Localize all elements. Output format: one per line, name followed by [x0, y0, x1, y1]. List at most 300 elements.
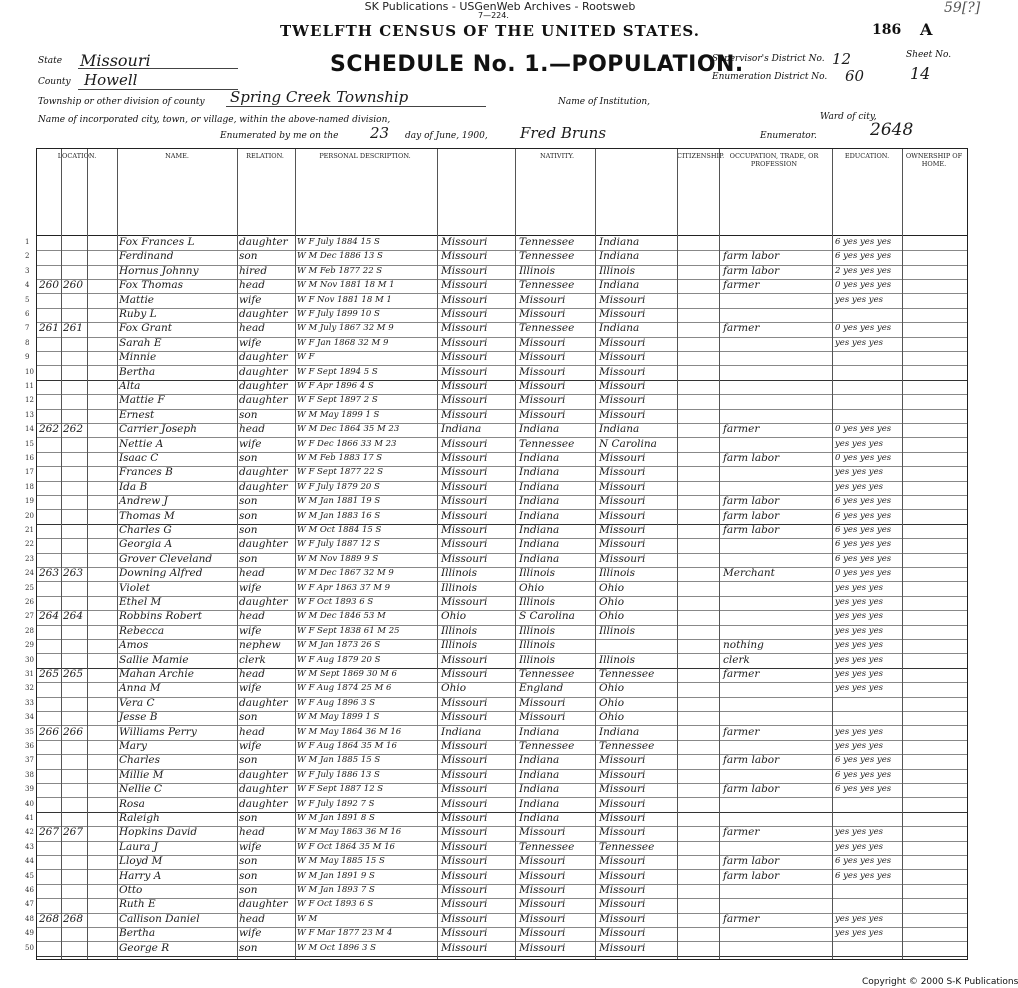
- cell-occ: farm labor: [723, 495, 780, 508]
- cell-born: Missouri: [441, 524, 488, 536]
- cell-rel: head: [239, 725, 265, 738]
- cell-rel: son: [239, 711, 258, 724]
- cell-name: Ruby L: [119, 308, 157, 320]
- cell-desc: W M Jan 1883 16 S: [297, 510, 381, 521]
- schedule-title: SCHEDULE No. 1.—POPULATION.: [330, 52, 744, 77]
- cell-father: Indiana: [519, 524, 560, 536]
- row-number: 35: [25, 727, 34, 736]
- cell-mother: Missouri: [599, 480, 646, 493]
- cell-desc: W M: [297, 913, 318, 924]
- cell-desc: W M Jan 1885 15 S: [297, 755, 381, 766]
- cell-born: Missouri: [441, 264, 488, 277]
- cell-born: Missouri: [441, 754, 488, 767]
- cell-born: Missouri: [441, 336, 488, 349]
- row-number: 38: [25, 770, 34, 779]
- cell-rel: head: [239, 322, 265, 335]
- cell-name: Frances B: [119, 466, 173, 479]
- cell-mother: Missouri: [599, 783, 646, 796]
- cell-dw: 268: [39, 912, 60, 925]
- cell-edu: 6 yes yes yes: [835, 856, 892, 867]
- cell-born: Missouri: [441, 768, 488, 781]
- row-number: 19: [25, 497, 34, 506]
- cell-desc: W F July 1884 15 S: [297, 237, 380, 247]
- cell-fam: 261: [63, 322, 84, 335]
- cell-name: Andrew J: [119, 495, 168, 508]
- cell-name: Alta: [119, 380, 141, 392]
- cell-name: Nettie A: [119, 437, 164, 450]
- cell-father: Illinois: [519, 567, 556, 580]
- cell-born: Missouri: [441, 452, 488, 464]
- cell-name: Charles: [119, 754, 161, 767]
- cell-mother: Missouri: [599, 927, 646, 940]
- cell-occ: Merchant: [723, 567, 775, 580]
- cell-father: Indiana: [519, 495, 560, 508]
- cell-edu: 0 yes yes yes: [835, 568, 892, 579]
- cell-desc: W M Jan 1893 7 S: [297, 885, 375, 895]
- cell-mother: Illinois: [599, 653, 636, 666]
- cell-desc: W M Jan 1891 9 S: [297, 870, 375, 881]
- row-number: 14: [25, 425, 34, 434]
- cell-occ: farm labor: [723, 452, 780, 464]
- row-number: 23: [25, 554, 34, 563]
- cell-desc: W F July 1892 7 S: [297, 798, 375, 809]
- cell-desc: W M Feb 1883 17 S: [297, 453, 383, 463]
- cell-born: Missouri: [441, 941, 488, 954]
- cell-name: Ferdinand: [119, 250, 174, 263]
- cell-rel: daughter: [239, 480, 288, 493]
- row-number: 42: [25, 828, 34, 837]
- sheet-label: Sheet No.: [906, 50, 952, 60]
- census-table: [25, 148, 968, 960]
- cell-name: Ernest: [119, 408, 155, 421]
- cell-edu: 2 yes yes yes: [835, 265, 892, 276]
- cell-rel: son: [239, 452, 258, 464]
- cell-born: Missouri: [441, 927, 488, 940]
- cell-edu: 6 yes yes yes: [835, 539, 892, 550]
- city-label: Name of incorporated city, town, or village, within the above-named division,: [38, 115, 391, 125]
- cell-father: Illinois: [519, 639, 556, 652]
- cell-edu: 6 yes yes yes: [835, 251, 892, 262]
- row-number: 47: [25, 900, 34, 909]
- cell-name: Amos: [119, 639, 149, 652]
- cell-mother: Missouri: [599, 452, 646, 464]
- cell-name: Mary: [119, 740, 147, 752]
- cell-father: Illinois: [519, 624, 556, 637]
- cell-edu: yes yes yes: [835, 640, 883, 651]
- cell-desc: W M May 1899 1 S: [297, 409, 380, 420]
- cell-edu: yes yes yes: [835, 294, 883, 305]
- cell-born: Illinois: [441, 567, 478, 580]
- cell-desc: W M Sept 1869 30 M 6: [297, 669, 397, 679]
- cell-dw: 263: [39, 567, 60, 580]
- col-divider: [61, 149, 62, 959]
- row-number: 45: [25, 871, 34, 880]
- cell-desc: W M May 1899 1 S: [297, 712, 380, 723]
- cell-father: Ohio: [519, 581, 545, 594]
- cell-edu: yes yes yes: [835, 726, 883, 737]
- cell-mother: Missouri: [599, 466, 646, 479]
- cell-father: Tennessee: [519, 322, 575, 335]
- cell-born: Missouri: [441, 293, 488, 306]
- cell-father: Missouri: [519, 826, 566, 839]
- cell-father: Missouri: [519, 365, 566, 378]
- cell-occ: farm labor: [723, 509, 780, 522]
- cell-father: Indiana: [519, 812, 560, 824]
- cell-rel: daughter: [239, 380, 288, 392]
- cell-born: Missouri: [441, 884, 488, 896]
- county-value: Howell: [84, 71, 138, 89]
- cell-name: Grover Cleveland: [119, 552, 213, 565]
- cell-desc: W M Dec 1867 32 M 9: [297, 568, 394, 579]
- cell-born: Illinois: [441, 639, 478, 652]
- cell-rel: son: [239, 941, 258, 954]
- day-value: 23: [370, 124, 390, 142]
- cell-rel: wife: [239, 840, 262, 853]
- cell-father: Tennessee: [519, 840, 575, 853]
- cell-rel: daughter: [239, 696, 288, 709]
- cell-fam: 263: [63, 567, 84, 580]
- cell-father: Indiana: [519, 509, 560, 522]
- cell-father: Indiana: [519, 768, 560, 781]
- header-occupation: OCCUPATION, TRADE, OR PROFESSION: [729, 152, 819, 168]
- col-divider: [595, 149, 596, 959]
- cell-desc: W M Dec 1886 13 S: [297, 251, 383, 262]
- cell-mother: Tennessee: [599, 740, 655, 752]
- row-number: 31: [25, 670, 34, 678]
- cell-desc: W F Sept 1887 12 S: [297, 784, 384, 795]
- county-label: County: [38, 77, 71, 87]
- cell-desc: W F July 1886 13 S: [297, 769, 380, 780]
- cell-rel: clerk: [239, 653, 266, 666]
- cell-father: England: [519, 682, 564, 695]
- header-education: EDUCATION.: [844, 152, 890, 160]
- cell-desc: W F Dec 1866 33 M 23: [297, 438, 397, 449]
- cell-father: Indiana: [519, 783, 560, 796]
- cell-name: Minnie: [119, 351, 157, 364]
- cell-father: Missouri: [519, 336, 566, 349]
- institution-label: Name of Institution,: [558, 97, 651, 107]
- row-number: 4: [25, 281, 30, 290]
- cell-rel: daughter: [239, 538, 288, 551]
- cell-rel: daughter: [239, 898, 288, 911]
- row-number: 40: [25, 799, 34, 808]
- cell-mother: Indiana: [599, 279, 640, 292]
- cell-father: Illinois: [519, 653, 556, 666]
- cell-name: Vera C: [119, 696, 155, 709]
- row-number: 20: [25, 511, 34, 520]
- cell-born: Missouri: [441, 408, 488, 421]
- cell-rel: son: [239, 884, 258, 896]
- cell-edu: yes yes yes: [835, 741, 883, 751]
- row-number: 24: [25, 569, 34, 578]
- cell-mother: Indiana: [599, 236, 640, 248]
- cell-mother: Illinois: [599, 264, 636, 277]
- cell-born: Missouri: [441, 250, 488, 263]
- cell-father: Indiana: [519, 452, 560, 464]
- cell-born: Missouri: [441, 365, 488, 378]
- col-divider: [117, 149, 118, 959]
- row-number: 32: [25, 684, 34, 693]
- cell-desc: W F Aug 1896 3 S: [297, 697, 376, 708]
- cell-name: Fox Frances L: [119, 236, 195, 248]
- cell-fam: 264: [63, 610, 84, 623]
- cell-fam: 268: [63, 912, 84, 925]
- cell-father: Indiana: [519, 552, 560, 565]
- row-number: 12: [25, 396, 34, 405]
- row-number: 49: [25, 929, 34, 938]
- cell-born: Missouri: [441, 797, 488, 810]
- cell-desc: W M Dec 1846 53 M: [297, 611, 386, 622]
- cell-edu: 6 yes yes yes: [835, 237, 892, 247]
- cell-name: Hopkins David: [119, 826, 198, 839]
- cell-name: Ida B: [119, 480, 148, 493]
- cell-rel: daughter: [239, 783, 288, 796]
- cell-born: Missouri: [441, 466, 488, 479]
- cell-mother: Ohio: [599, 696, 625, 709]
- cell-born: Missouri: [441, 394, 488, 407]
- state-label: State: [38, 56, 63, 66]
- cell-name: Lloyd M: [119, 855, 163, 868]
- cell-born: Missouri: [441, 538, 488, 551]
- cell-rel: daughter: [239, 797, 288, 810]
- cell-edu: yes yes yes: [835, 337, 883, 348]
- table-row: [25, 941, 967, 957]
- cell-born: Missouri: [441, 826, 488, 839]
- enumerator-value: Fred Bruns: [520, 124, 607, 142]
- cell-rel: head: [239, 826, 265, 839]
- row-number: 33: [25, 698, 34, 707]
- row-number: 26: [25, 598, 34, 606]
- cell-rel: daughter: [239, 365, 288, 378]
- cell-name: Bertha: [119, 927, 156, 940]
- row-number: 28: [25, 626, 34, 635]
- cell-born: Missouri: [441, 711, 488, 724]
- cell-occ: nothing: [723, 639, 764, 652]
- cell-mother: Missouri: [599, 394, 646, 407]
- cell-born: Missouri: [441, 495, 488, 508]
- cell-father: Missouri: [519, 696, 566, 709]
- cell-mother: Indiana: [599, 423, 640, 436]
- sheet-value: 14: [910, 64, 931, 83]
- cell-edu: yes yes yes: [835, 841, 883, 852]
- cell-fam: 265: [63, 668, 84, 680]
- cell-mother: Illinois: [599, 624, 636, 637]
- cell-occ: farm labor: [723, 869, 780, 882]
- cell-born: Missouri: [441, 308, 488, 320]
- cell-mother: Missouri: [599, 941, 646, 954]
- cell-edu: yes yes yes: [835, 827, 883, 838]
- row-number: 8: [25, 338, 30, 347]
- cell-edu: 6 yes yes yes: [835, 553, 892, 564]
- cell-desc: W M Nov 1881 18 M 1: [297, 280, 395, 291]
- cell-desc: W M May 1863 36 M 16: [297, 827, 402, 838]
- census-title: TWELFTH CENSUS OF THE UNITED STATES.: [280, 22, 700, 40]
- cell-father: Indiana: [519, 466, 560, 479]
- copyright-notice: Copyright © 2000 S-K Publications: [862, 977, 1018, 987]
- cell-born: Missouri: [441, 812, 488, 824]
- cell-rel: daughter: [239, 394, 288, 407]
- township-underline: [226, 106, 486, 107]
- cell-mother: Indiana: [599, 250, 640, 263]
- cell-rel: wife: [239, 336, 262, 349]
- cell-dw: 266: [39, 725, 60, 738]
- cell-rel: daughter: [239, 351, 288, 364]
- cell-father: Illinois: [519, 264, 556, 277]
- cell-father: Missouri: [519, 380, 566, 392]
- row-number: 22: [25, 540, 34, 549]
- cell-edu: 6 yes yes yes: [835, 510, 892, 521]
- cell-desc: W F Apr 1896 4 S: [297, 381, 374, 391]
- cell-father: Missouri: [519, 884, 566, 896]
- cell-edu: yes yes yes: [835, 913, 883, 924]
- cell-name: Ethel M: [119, 596, 162, 608]
- cell-rel: nephew: [239, 639, 281, 652]
- cell-dw: 260: [39, 279, 60, 292]
- cell-dw: 265: [39, 668, 60, 680]
- cell-born: Missouri: [441, 322, 488, 335]
- cell-name: Millie M: [119, 768, 164, 781]
- row-number: 27: [25, 612, 34, 621]
- cell-father: Indiana: [519, 480, 560, 493]
- row-number: 7: [25, 324, 30, 333]
- row-number: 9: [25, 353, 30, 362]
- row-number: 17: [25, 468, 34, 477]
- cell-mother: Illinois: [599, 567, 636, 580]
- cell-edu: yes yes yes: [835, 928, 883, 939]
- cell-rel: daughter: [239, 466, 288, 479]
- cell-father: Indiana: [519, 797, 560, 810]
- cell-born: Illinois: [441, 581, 478, 594]
- cell-edu: 6 yes yes yes: [835, 769, 892, 780]
- cell-mother: Missouri: [599, 351, 646, 364]
- cell-occ: farmer: [723, 725, 760, 738]
- row-number: 43: [25, 842, 34, 851]
- header-ownership: OWNERSHIP OF HOME.: [905, 152, 963, 168]
- col-divider: [515, 149, 516, 959]
- cell-father: Tennessee: [519, 437, 575, 450]
- cell-mother: Missouri: [599, 308, 646, 320]
- state-value: Missouri: [80, 51, 151, 70]
- cell-edu: 6 yes yes yes: [835, 496, 892, 507]
- cell-desc: W M Oct 1884 15 S: [297, 525, 382, 535]
- cell-occ: farmer: [723, 826, 760, 839]
- cell-name: Nellie C: [119, 783, 163, 796]
- cell-mother: Missouri: [599, 293, 646, 306]
- cell-born: Missouri: [441, 898, 488, 911]
- state-underline: [78, 68, 238, 69]
- cell-father: Tennessee: [519, 236, 575, 248]
- cell-name: Raleigh: [119, 812, 160, 824]
- cell-father: Tennessee: [519, 668, 575, 680]
- cell-desc: W F Aug 1864 35 M 16: [297, 741, 397, 751]
- row-number: 21: [25, 526, 34, 534]
- cell-occ: clerk: [723, 653, 750, 666]
- cell-rel: son: [239, 855, 258, 868]
- row-number: 37: [25, 756, 34, 765]
- cell-father: Tennessee: [519, 279, 575, 292]
- row-number: 39: [25, 785, 34, 794]
- row-number: 44: [25, 857, 34, 866]
- cell-desc: W F Sept 1894 5 S: [297, 366, 378, 377]
- cell-mother: Missouri: [599, 768, 646, 781]
- row-number: 3: [25, 266, 30, 275]
- cell-name: Laura J: [119, 840, 158, 853]
- cell-occ: farm labor: [723, 855, 780, 868]
- cell-desc: W F Sept 1838 61 M 25: [297, 625, 400, 636]
- cell-mother: Missouri: [599, 855, 646, 868]
- cell-mother: Missouri: [599, 336, 646, 349]
- cell-mother: Indiana: [599, 322, 640, 335]
- cell-name: Robbins Robert: [119, 610, 202, 623]
- cell-father: Tennessee: [519, 250, 575, 263]
- cell-mother: Missouri: [599, 538, 646, 551]
- cell-born: Missouri: [441, 696, 488, 709]
- cell-name: Georgia A: [119, 538, 173, 551]
- cell-desc: W M Nov 1889 9 S: [297, 553, 379, 564]
- cell-rel: son: [239, 552, 258, 565]
- row-number: 2: [25, 252, 30, 261]
- cell-born: Missouri: [441, 783, 488, 796]
- cell-born: Missouri: [441, 279, 488, 292]
- cell-rel: wife: [239, 624, 262, 637]
- cell-desc: W F Aug 1874 25 M 6: [297, 683, 392, 694]
- cell-father: Missouri: [519, 408, 566, 421]
- cell-father: Tennessee: [519, 740, 575, 752]
- archive-banner: SK Publications - USGenWeb Archives - Rootsweb: [364, 0, 636, 13]
- cell-rel: daughter: [239, 596, 288, 608]
- cell-desc: W F Sept 1897 2 S: [297, 395, 378, 406]
- cell-born: Missouri: [441, 552, 488, 565]
- cell-born: Ohio: [441, 682, 467, 695]
- cell-father: Missouri: [519, 869, 566, 882]
- cell-rel: wife: [239, 293, 262, 306]
- cell-father: Missouri: [519, 711, 566, 724]
- cell-desc: W M Jan 1873 26 S: [297, 640, 381, 651]
- cell-mother: Missouri: [599, 884, 646, 896]
- row-number: 10: [25, 367, 34, 376]
- cell-desc: W F July 1879 20 S: [297, 481, 380, 492]
- cell-edu: yes yes yes: [835, 582, 883, 593]
- row-number: 1: [25, 238, 30, 246]
- cell-born: Indiana: [441, 725, 482, 738]
- cell-dw: 264: [39, 610, 60, 623]
- cell-name: Ruth E: [119, 898, 156, 911]
- cell-mother: Ohio: [599, 711, 625, 724]
- stamped-number: 59[?]: [944, 0, 981, 16]
- cell-name: Thomas M: [119, 509, 175, 522]
- cell-occ: farm labor: [723, 783, 780, 796]
- cell-mother: Missouri: [599, 509, 646, 522]
- cell-father: Indiana: [519, 423, 560, 436]
- cell-name: George R: [119, 941, 170, 954]
- enumeration-label: Enumeration District No.: [712, 72, 828, 82]
- header-name: NAME.: [165, 152, 189, 160]
- cell-edu: 6 yes yes yes: [835, 525, 892, 535]
- cell-desc: W M May 1864 36 M 16: [297, 726, 402, 737]
- enumeration-value: 60: [845, 67, 865, 85]
- header-relation: RELATION.: [246, 152, 284, 160]
- row-number: 5: [25, 295, 30, 304]
- cell-edu: yes yes yes: [835, 654, 883, 665]
- cell-mother: Missouri: [599, 754, 646, 767]
- cell-father: Missouri: [519, 898, 566, 911]
- cell-born: Missouri: [441, 653, 488, 666]
- header-location: LOCATION.: [57, 152, 97, 160]
- cell-mother: Ohio: [599, 596, 625, 608]
- cell-born: Missouri: [441, 236, 488, 248]
- cell-desc: W M Dec 1864 35 M 23: [297, 424, 400, 435]
- cell-desc: W M July 1867 32 M 9: [297, 323, 394, 334]
